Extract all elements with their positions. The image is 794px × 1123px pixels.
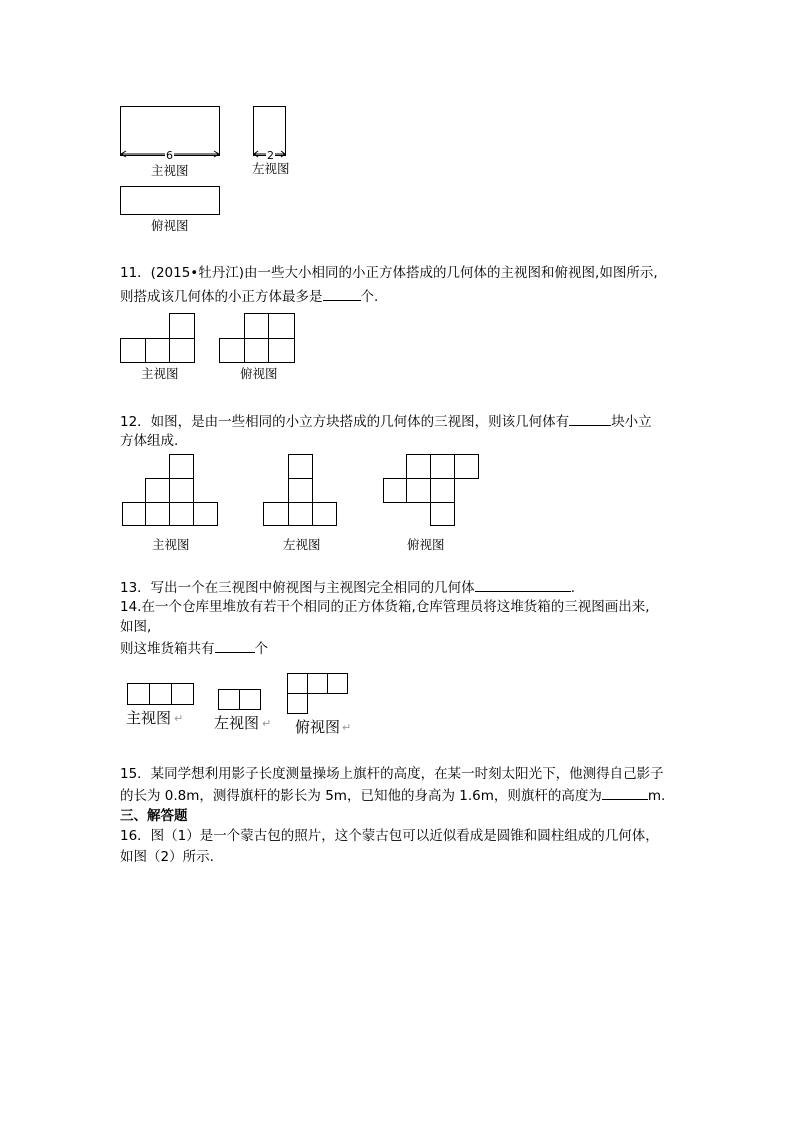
q13-text: 13．写出一个在三视图中俯视图与主视图完全相同的几何体 [120, 580, 475, 596]
q16-line-1: 16．图（1）是一个蒙古包的照片，这个蒙古包可以近似看成是圆锥和圆柱组成的几何体， [120, 828, 659, 844]
q15-line-2-text: 的长为 0.8m，测得旗杆的影长为 5m，已知他的身高为 1.6m，则旗杆的高度为 [120, 788, 602, 804]
q13-answer-blank[interactable] [475, 579, 571, 592]
q14-top-view [287, 673, 351, 717]
q11-top-view-caption: 俯视图 [240, 366, 278, 381]
q15-line-1: 15．某同学想利用影子长度测量操场上旗杆的高度，在某一时刻太阳光下，他测得自己影子 [120, 766, 664, 782]
q15-answer-blank[interactable] [602, 787, 648, 800]
q14-left-view-caption: 左视图 [214, 714, 260, 732]
q11-front-view [120, 313, 200, 365]
q14-top-view-caption: 俯视图 [295, 718, 341, 736]
q12-top-view [383, 454, 481, 528]
q12-front-view-caption: 主视图 [152, 537, 190, 552]
q11-front-view-caption: 主视图 [141, 366, 179, 381]
top-view-rectangle [120, 186, 220, 215]
front-view-caption: 主视图 [151, 163, 189, 178]
q13-end: . [570, 580, 575, 596]
q14-top-return-mark: ↵ [342, 721, 352, 734]
q11-top-view [219, 313, 299, 365]
q14-front-view-caption: 主视图 [126, 709, 172, 727]
q11-line-2-end: 个. [360, 289, 379, 305]
front-view-dimension-label: 6 [166, 149, 173, 162]
q14-left-return-mark: ↵ [262, 717, 272, 730]
left-view-caption: 左视图 [252, 161, 290, 176]
q11-line-2-text: 则搭成该几何体的小正方体最多是 [120, 289, 323, 305]
q11-line-1: 11．(2015•牡丹江)由一些大小相同的小正方体搭成的几何体的主视图和俯视图,如图所示, [120, 265, 658, 281]
q11-answer-blank[interactable] [323, 288, 361, 301]
q14-line-1: 14.在一个仓库里堆放有若干个相同的正方体货箱,仓库管理员将这堆货箱的三视图画出来, [120, 599, 650, 615]
q12-line-2: 方体组成. [120, 433, 179, 449]
q14-line-2: 如图, [120, 619, 152, 635]
q16-line-2: 如图（2）所示. [120, 849, 214, 865]
q14-front-view [127, 683, 197, 707]
q11-line-2 [120, 288, 378, 305]
q15-line-2-end: m. [647, 788, 666, 804]
q14-line-3-text: 则这堆货箱共有 [120, 641, 215, 657]
q14-left-view [218, 689, 264, 713]
top-view-caption: 俯视图 [151, 218, 189, 233]
q13-line [120, 579, 575, 596]
q14-line-3-end: 个 [254, 641, 268, 657]
q15-line-2 [120, 787, 665, 804]
q12-line-1-text: 12．如图，是由一些相同的小立方块搭成的几何体的三视图，则该几何体有 [120, 414, 570, 430]
left-view-dimension-label: 2 [267, 149, 274, 162]
q12-line-1 [120, 413, 652, 430]
q12-left-view [263, 454, 339, 528]
q12-top-view-caption: 俯视图 [407, 537, 445, 552]
q14-front-return-mark: ↵ [174, 712, 184, 725]
q12-line-1-end: 块小立 [611, 414, 652, 430]
q12-front-view [122, 454, 220, 528]
q12-answer-blank[interactable] [569, 413, 611, 426]
q14-line-3 [120, 640, 268, 657]
section-title: 三、解答题 [120, 808, 188, 824]
q12-left-view-caption: 左视图 [283, 537, 321, 552]
q14-answer-blank[interactable] [215, 640, 255, 653]
